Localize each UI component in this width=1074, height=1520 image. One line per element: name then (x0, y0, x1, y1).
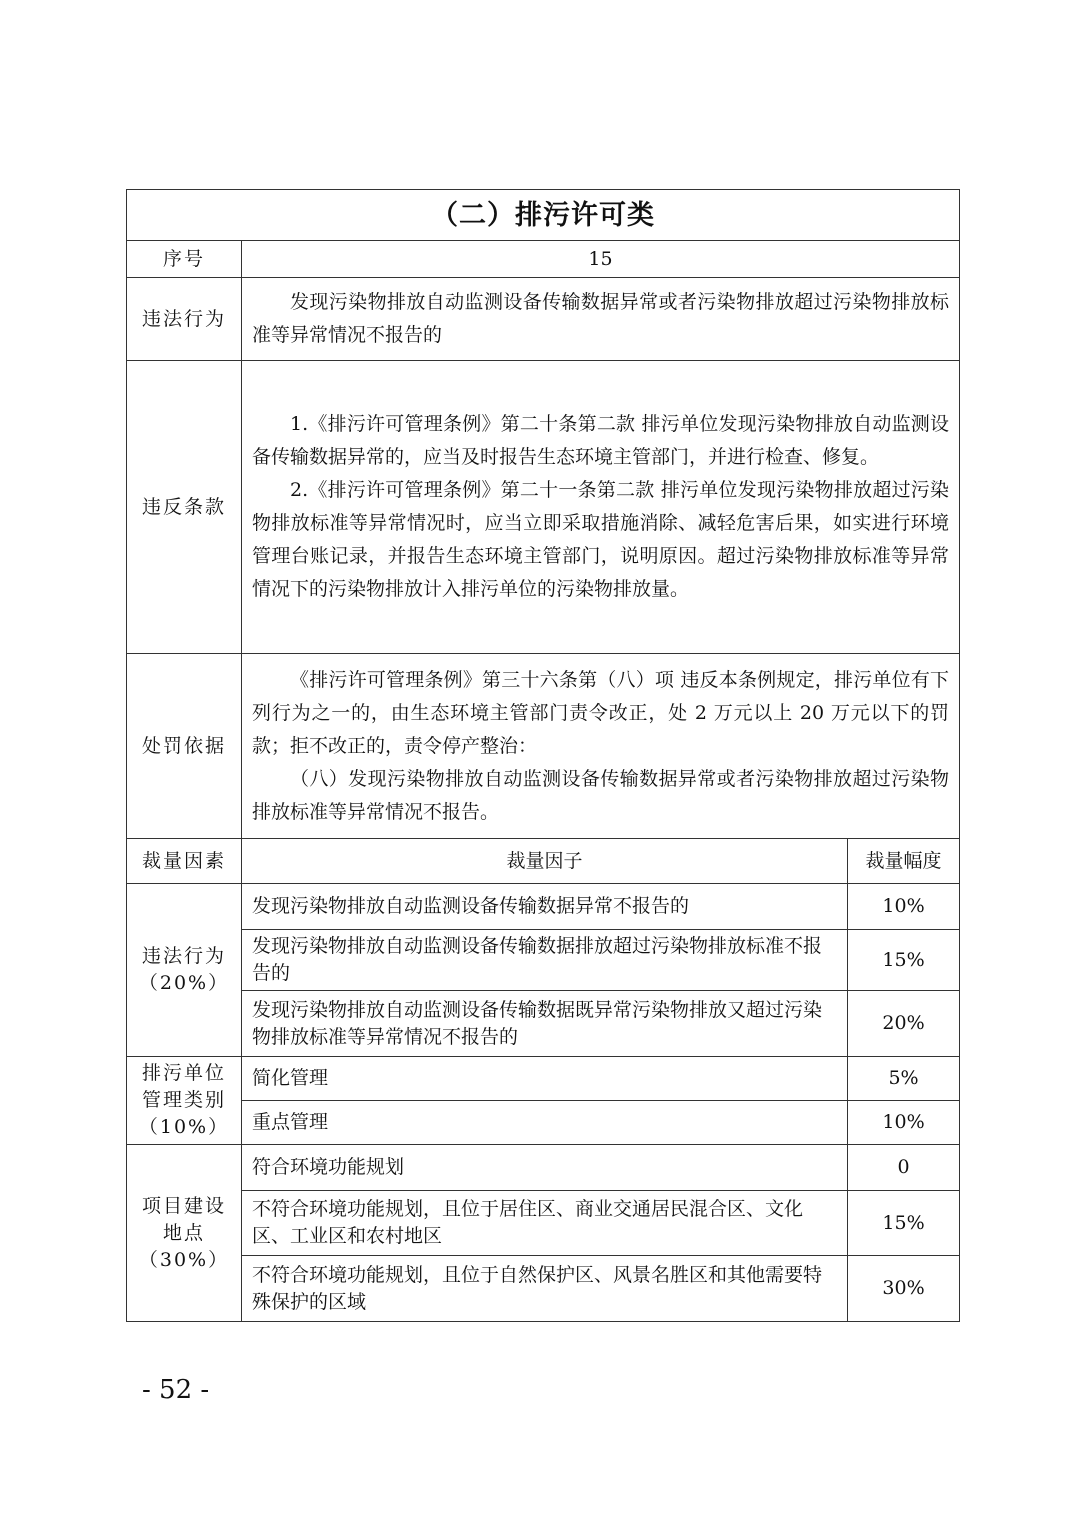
group-label-management (127, 1057, 242, 1145)
page-number: - 52 - (142, 1375, 210, 1405)
factor-row-text: 不符合环境功能规划，且位于自然保护区、风景名胜区和其他需要特殊保护的区域 (242, 1256, 848, 1322)
penalty-basis-cell (242, 654, 960, 839)
factor-row-text: 不符合环境功能规划，且位于居住区、商业交通居民混合区、文化区、工业区和农村地区 (242, 1191, 848, 1256)
provision-paragraph-2: 2.《排污许可管理条例》第二十一条第二款 排污单位发现污染物排放超过污染物排放标准等异常情况时，应当立即采取措施消除、减轻危害后果，如实进行环境管理台账记录，并报告生态环境主管部门，说明原因。超过污染物排放标准等异常情况下的污染物排放计入排污单位的污染物排放量。 (252, 479, 950, 600)
group-label-violation (127, 884, 242, 1057)
factor-row-pct: 30% (848, 1256, 960, 1322)
factor-row-pct: 0 (848, 1145, 960, 1191)
factor-row-text: 符合环境功能规划 (242, 1145, 848, 1191)
violation-text: 发现污染物排放自动监测设备传输数据异常或者污染物排放超过污染物排放标准等异常情况不报告的 (252, 291, 950, 346)
factor-row-text: 发现污染物排放自动监测设备传输数据既异常污染物排放又超过污染物排放标准等异常情况不报告的 (242, 991, 848, 1057)
group-label-line: （10%） (138, 1116, 230, 1138)
factor-row-text: 发现污染物排放自动监测设备传输数据排放超过污染物排放标准不报告的 (242, 930, 848, 991)
factor-row-pct: 20% (848, 991, 960, 1057)
penalty-paragraph-2: （八）发现污染物排放自动监测设备传输数据异常或者污染物排放超过污染物排放标准等异常情况不报告。 (252, 767, 950, 823)
group-label-line: 地点 (162, 1221, 205, 1244)
penalty-paragraph-1: 《排污许可管理条例》第三十六条第（八）项 违反本条例规定，排污单位有下列行为之一的，由生态环境主管部门责令改正，处 2 万元以上 20 万元以下的罚款；拒不改正的，责令停产整治： (252, 668, 950, 757)
factor-row-text: 发现污染物排放自动监测设备传输数据异常不报告的 (242, 884, 848, 930)
factor-row-pct: 5% (848, 1057, 960, 1101)
violation-label: 违法行为 (127, 278, 242, 361)
violation-cell (242, 278, 960, 361)
group-label-line: 排污单位 (141, 1062, 226, 1084)
factor-row-text: 重点管理 (242, 1101, 848, 1145)
serial-label: 序号 (127, 241, 242, 278)
group-label-line: 管理类别 (141, 1089, 226, 1111)
penalty-basis-label: 处罚依据 (127, 654, 242, 839)
factor-row-pct: 15% (848, 930, 960, 991)
group-label-line: （30%） (138, 1248, 230, 1271)
group-label-line: 项目建设 (141, 1194, 226, 1217)
factor-header: 裁量因素 (127, 839, 242, 884)
factor-row-pct: 10% (848, 884, 960, 930)
factor-row-pct: 15% (848, 1191, 960, 1256)
range-header: 裁量幅度 (848, 839, 960, 884)
provisions-label: 违反条款 (127, 361, 242, 654)
provisions-cell (242, 361, 960, 654)
provision-paragraph-1: 1.《排污许可管理条例》第二十条第二款 排污单位发现污染物排放自动监测设备传输数据异常的，应当及时报告生态环境主管部门，并进行检查、修复。 (252, 413, 950, 468)
penalty-table (126, 189, 960, 1322)
factor-row-text: 简化管理 (242, 1057, 848, 1101)
section-title: （二）排污许可类 (127, 190, 960, 241)
group-label-line: （20%） (138, 972, 230, 994)
factor-row-pct: 10% (848, 1101, 960, 1145)
serial-value: 15 (242, 241, 960, 278)
group-label-line: 违法行为 (141, 945, 226, 967)
factor-item-header: 裁量因子 (242, 839, 848, 884)
group-label-location (127, 1145, 242, 1322)
